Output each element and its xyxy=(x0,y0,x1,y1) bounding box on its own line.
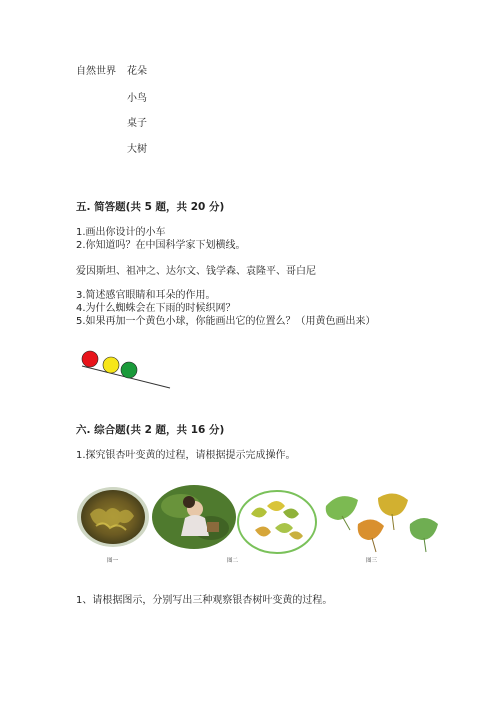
section6-heading: 六. 综合题(共 2 题，共 16 分) xyxy=(76,424,225,436)
section6-sub-question: 1、请根据图示，分别写出三种观察银杏树叶变黄的过程。 xyxy=(76,595,333,606)
ginkgo-image-2 xyxy=(151,484,237,550)
section5-question-2: 2.你知道吗？在中国科学家下划横线。 xyxy=(76,240,246,251)
red-ball xyxy=(82,351,98,367)
section5-question-1: 1.画出你设计的小车 xyxy=(76,227,166,238)
green-ball xyxy=(121,362,137,378)
section6-question-1: 1.探究银杏叶变黄的过程，请根据提示完成操作。 xyxy=(76,450,296,461)
matching-item-bird: 小鸟 xyxy=(127,93,147,104)
section5-heading: 五. 简答题(共 5 题，共 20 分) xyxy=(76,201,225,213)
caption-figure-2: 图二 xyxy=(227,558,239,564)
matching-item-tree: 大树 xyxy=(127,144,147,155)
caption-figure-1: 图一 xyxy=(107,558,119,564)
ginkgo-image-1 xyxy=(76,486,150,548)
matching-item-flower: 花朵 xyxy=(127,66,147,77)
caption-figure-3: 图三 xyxy=(366,558,378,564)
section5-question-5: 5.如果再加一个黄色小球，你能画出它的位置么？（用黄色画出来） xyxy=(76,316,376,327)
balls-on-slope-figure xyxy=(76,344,176,394)
matching-item-table: 桌子 xyxy=(127,118,147,129)
ginkgo-image-3 xyxy=(237,490,317,554)
ginkgo-image-4 xyxy=(320,490,456,554)
scientist-names: 爱因斯坦、祖冲之、达尔文、钱学森、袁隆平、哥白尼 xyxy=(76,266,316,277)
section5-question-4: 4.为什么蜘蛛会在下雨的时候织网？ xyxy=(76,303,236,314)
yellow-ball xyxy=(103,357,119,373)
matching-left-label: 自然世界 xyxy=(76,66,116,77)
section5-question-3: 3.简述感官眼睛和耳朵的作用。 xyxy=(76,290,216,301)
